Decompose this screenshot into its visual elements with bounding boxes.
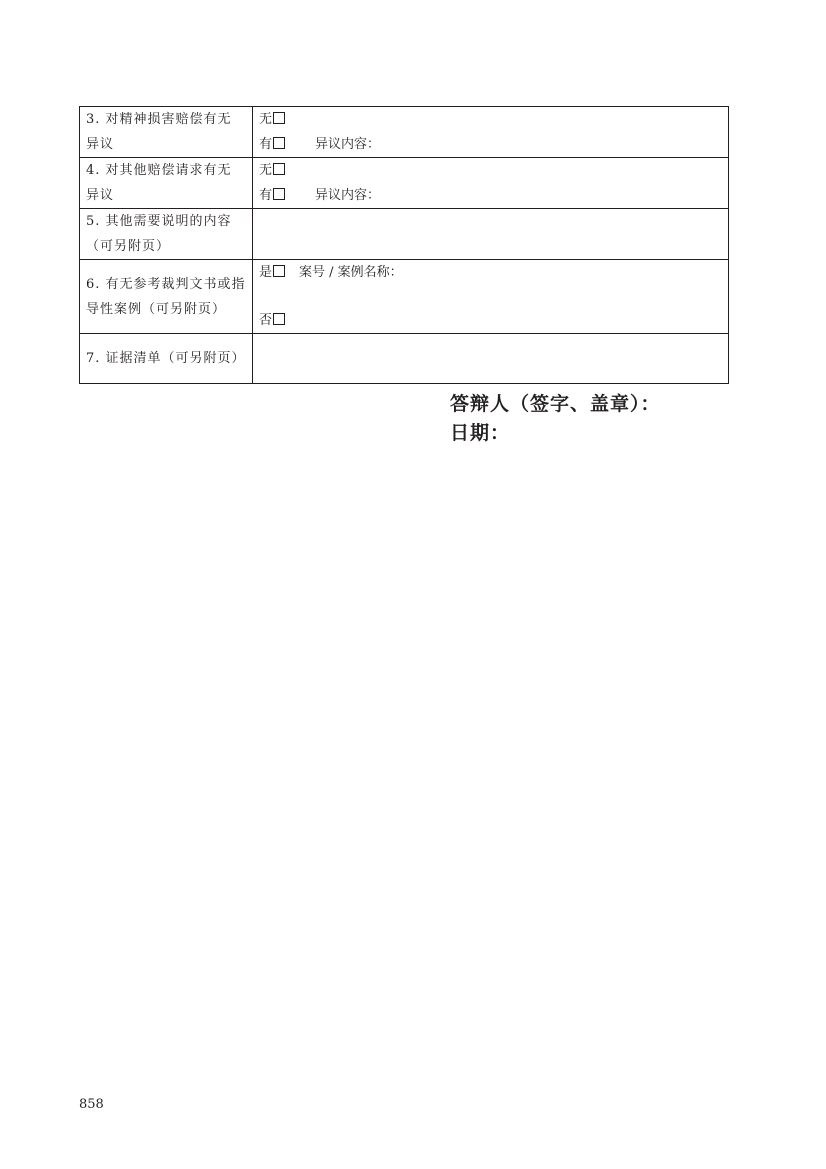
- row-label: 7. 证据清单（可另附页）: [80, 334, 253, 384]
- checkbox-yes[interactable]: [273, 188, 285, 200]
- date-label: 日期：: [450, 422, 511, 444]
- checkbox-yes[interactable]: [273, 265, 285, 277]
- case-number-label: 案号 / 案例名称：: [299, 265, 403, 280]
- table-row: [80, 158, 729, 209]
- table-row: [80, 334, 729, 384]
- respondent-signature-label: 答辩人（签字、盖章）：: [450, 393, 661, 415]
- row-label: 5. 其他需要说明的内容 （可另附页）: [80, 209, 253, 260]
- row-label: 3. 对精神损害赔偿有无 异议: [80, 107, 253, 158]
- row-answer: [253, 260, 729, 334]
- option-yes-label: 有: [259, 188, 273, 203]
- checkbox-no[interactable]: [273, 112, 285, 124]
- option-no-label: 否: [259, 313, 273, 328]
- row-label: 4. 对其他赔偿请求有无 异议: [80, 158, 253, 209]
- checkbox-yes[interactable]: [273, 137, 285, 149]
- objection-content-label: 异议内容：: [315, 188, 381, 203]
- checkbox-no[interactable]: [273, 313, 285, 325]
- table-row: [80, 107, 729, 158]
- notes-field[interactable]: [253, 209, 729, 260]
- table-row: [80, 209, 729, 260]
- row-answer: [253, 158, 729, 209]
- objection-content-label: 异议内容：: [315, 137, 381, 152]
- option-yes-label: 有: [259, 137, 273, 152]
- option-no-label: 无: [259, 112, 273, 127]
- option-yes-label: 是: [259, 265, 273, 280]
- evidence-list-field[interactable]: [253, 334, 729, 384]
- row-answer: [253, 107, 729, 158]
- row-label: 6. 有无参考裁判文书或指 导性案例（可另附页）: [80, 260, 253, 334]
- table-row: [80, 260, 729, 334]
- form-table: [79, 106, 729, 384]
- page-number: 858: [79, 1097, 104, 1112]
- option-no-label: 无: [259, 163, 273, 178]
- signature-block: [450, 390, 661, 448]
- checkbox-no[interactable]: [273, 163, 285, 175]
